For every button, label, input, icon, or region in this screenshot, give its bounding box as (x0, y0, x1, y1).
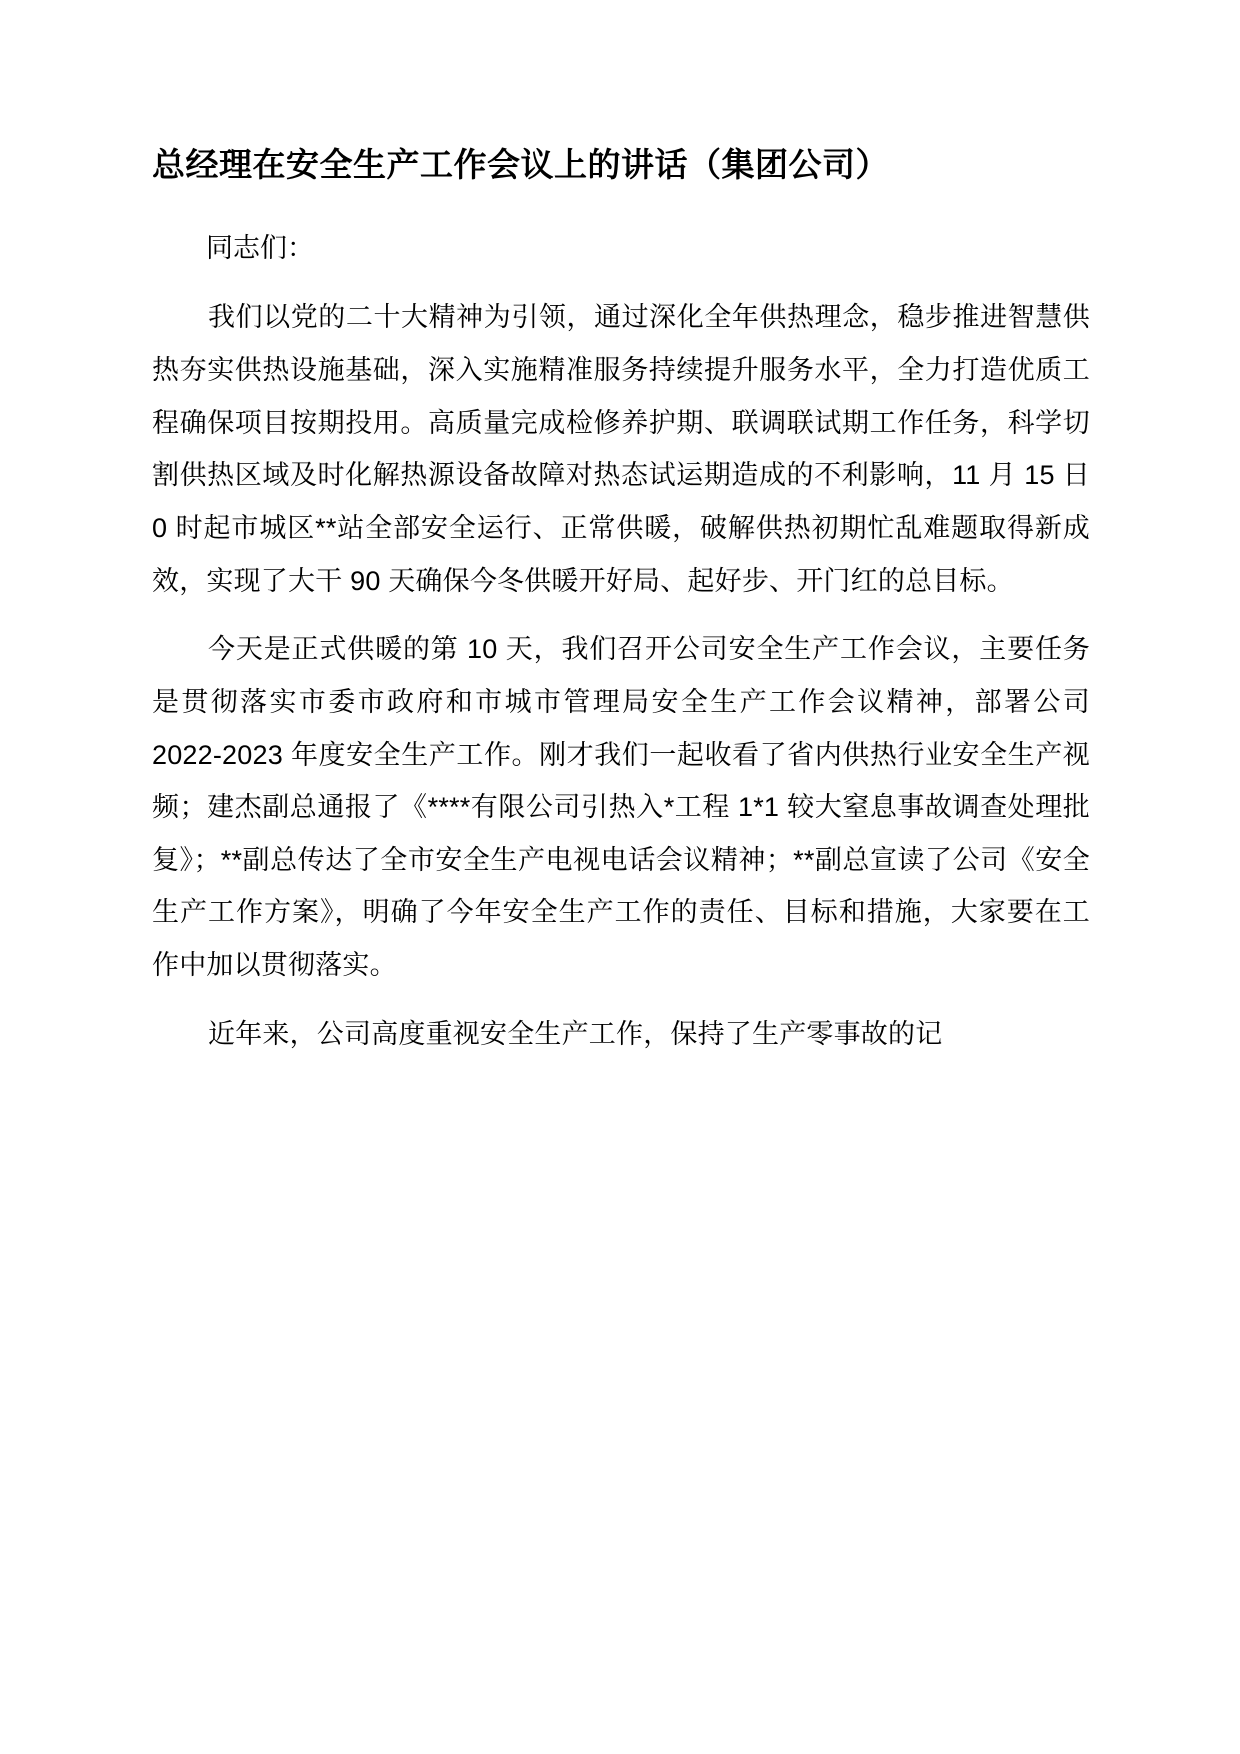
body-paragraph: 近年来，公司高度重视安全生产工作，保持了生产零事故的记 (208, 1018, 943, 1049)
body-paragraph: 今天是正式供暖的第 10 天，我们召开公司安全生产工作会议，主要任务是贯彻落实市委市政府和市城市管理局安全生产工作会议精神，部署公司 2022-2023 年度安全生产工作。刚才我们一起收看了省内供热行业安全生产视频；建杰副总通报了《****有限公司引热入*工程 1*1 较大窒息事故调查处理批复》；**副总传达了全市安全生产电视电话会议精神；**副总宣读了公司《安全生产工作方案》，明确了今年安全生产工作的责任、目标和措施，大家要在工作中加以贯彻落实。 (152, 634, 1090, 981)
body-paragraph: 我们以党的二十大精神为引领，通过深化全年供热理念，稳步推进智慧供热夯实供热设施基础，深入实施精准服务持续提升服务水平，全力打造优质工程确保项目按期投用。高质量完成检修养护期、联调联试期工作任务，科学切割供热区域及时化解热源设备故障对热态试运期造成的不利影响，11 月 15 日 0 时起市城区**站全部安全运行、正常供暖，破解供热初期忙乱难题取得新成效，实现了大干 90 天确保今冬供暖开好局、起好步、开门红的总目标。 (152, 302, 1090, 596)
page-title: 总经理在安全生产工作会议上的讲话（集团公司） (152, 146, 889, 183)
salutation: 同志们： (206, 232, 314, 263)
